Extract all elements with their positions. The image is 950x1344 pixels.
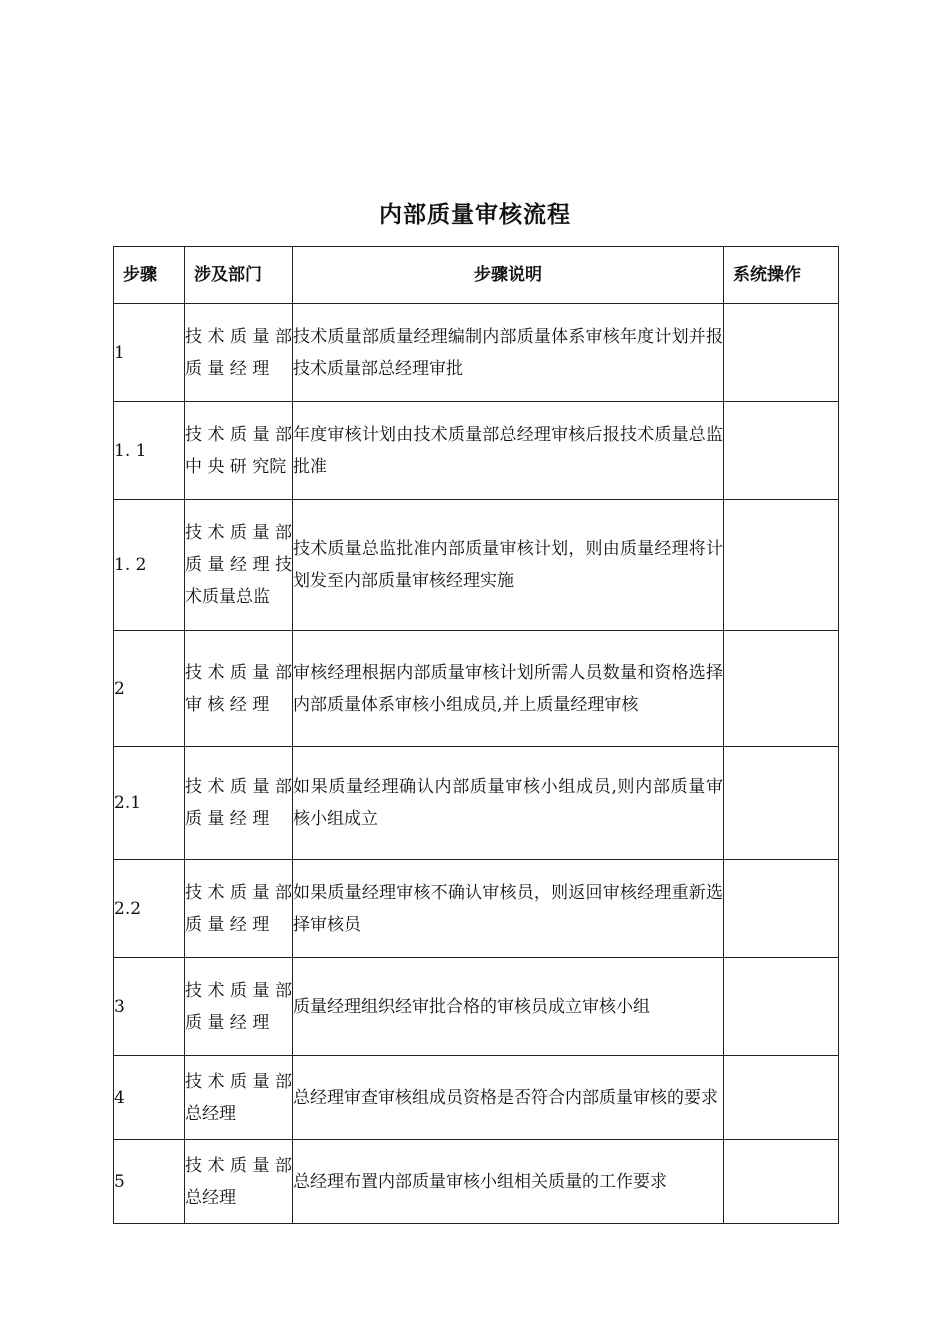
description-cell: 技术质量部质量经理编制内部质量体系审核年度计划并报技术质量部总经理审批 <box>293 304 724 402</box>
department-cell: 技 术 质 量 部 质 量 经 理 <box>185 860 293 958</box>
step-cell: 3 <box>114 958 185 1056</box>
table-row <box>114 631 839 747</box>
step-cell: 1. 1 <box>114 402 185 500</box>
department-cell: 技 术 质 量 部 质 量 经 理 <box>185 958 293 1056</box>
table-row <box>114 860 839 958</box>
description-cell: 质量经理组织经审批合格的审核员成立审核小组 <box>293 958 724 1056</box>
process-table <box>113 246 839 1224</box>
description-cell: 总经理审查审核组成员资格是否符合内部质量审核的要求 <box>293 1056 724 1140</box>
department-cell: 技 术 质 量 部总经理 <box>185 1056 293 1140</box>
header-step: 步骤 <box>114 247 185 304</box>
step-cell: 1. 2 <box>114 500 185 631</box>
step-cell: 2.2 <box>114 860 185 958</box>
department-cell: 技 术 质 量 部 审 核 经 理 <box>185 631 293 747</box>
description-cell: 年度审核计划由技术质量部总经理审核后报技术质量总监批准 <box>293 402 724 500</box>
system-operation-cell <box>724 860 839 958</box>
header-system-operation: 系统操作 <box>724 247 839 304</box>
step-cell: 2 <box>114 631 185 747</box>
table-row <box>114 500 839 631</box>
system-operation-cell <box>724 402 839 500</box>
description-cell: 如果质量经理确认内部质量审核小组成员,则内部质量审核小组成立 <box>293 747 724 860</box>
system-operation-cell <box>724 958 839 1056</box>
table-row <box>114 1140 839 1224</box>
step-cell: 2.1 <box>114 747 185 860</box>
step-cell: 4 <box>114 1056 185 1140</box>
system-operation-cell <box>724 1056 839 1140</box>
department-cell: 技 术 质 量 部 质 量 经 理 <box>185 304 293 402</box>
table-row <box>114 747 839 860</box>
header-row <box>114 247 839 304</box>
system-operation-cell <box>724 304 839 402</box>
system-operation-cell <box>724 747 839 860</box>
header-description: 步骤说明 <box>293 247 724 304</box>
table-row <box>114 1056 839 1140</box>
description-cell: 如果质量经理审核不确认审核员，则返回审核经理重新选择审核员 <box>293 860 724 958</box>
department-cell: 技 术 质 量 部 质 量 经 理 技术质量总监 <box>185 500 293 631</box>
department-cell: 技 术 质 量 部总经理 <box>185 1140 293 1224</box>
system-operation-cell <box>724 1140 839 1224</box>
description-cell: 审核经理根据内部质量审核计划所需人员数量和资格选择内部质量体系审核小组成员,并上质量经理审核 <box>293 631 724 747</box>
system-operation-cell <box>724 500 839 631</box>
table-row <box>114 304 839 402</box>
system-operation-cell <box>724 631 839 747</box>
department-cell: 技 术 质 量 部 中 央 研 究院 <box>185 402 293 500</box>
header-department: 涉及部门 <box>185 247 293 304</box>
step-cell: 1 <box>114 304 185 402</box>
description-cell: 技术质量总监批准内部质量审核计划，则由质量经理将计划发至内部质量审核经理实施 <box>293 500 724 631</box>
table-row <box>114 402 839 500</box>
step-cell: 5 <box>114 1140 185 1224</box>
department-cell: 技 术 质 量 部 质 量 经 理 <box>185 747 293 860</box>
table-row <box>114 958 839 1056</box>
document-title: 内部质量审核流程 <box>379 202 571 228</box>
description-cell: 总经理布置内部质量审核小组相关质量的工作要求 <box>293 1140 724 1224</box>
